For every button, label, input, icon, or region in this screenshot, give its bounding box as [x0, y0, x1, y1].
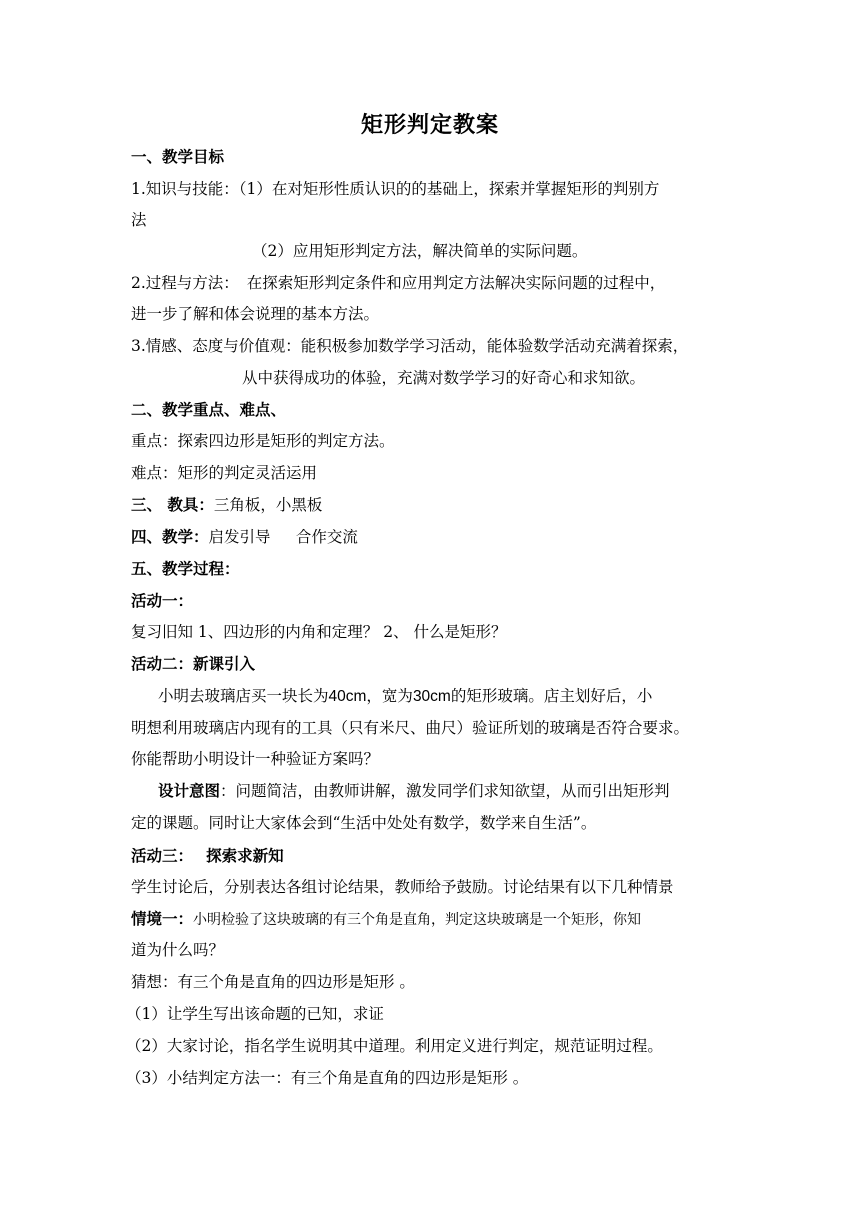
section-4-line — [131, 526, 731, 548]
objective-1-line-1 — [131, 178, 731, 200]
activity-3-heading: 活动三： 探索求新知 — [131, 846, 284, 865]
section-3-heading: 三、 教具： — [131, 495, 214, 514]
activity-2-para-line-2: 明想利用玻璃店内现有的工具（只有米尺、曲尺）验证所划的玻璃是否符合要求。 — [131, 719, 690, 737]
conjecture: 猜想：有三个角是直角的四边形是矩形 。 — [131, 973, 415, 991]
scenario-1-label: 情境一： — [131, 909, 194, 928]
activity-2-text-a: 小明去玻璃店买一块长为 — [158, 687, 329, 705]
scenario-1-text: 小明检验了这块玻璃的有三个角是直角，判定这块玻璃是一个矩形，你知 — [193, 912, 642, 928]
design-intent-text: ：问题简洁，由教师讲解，激发同学们求知欲望，从而引出矩形判 — [220, 782, 670, 800]
activity-2-para-line-3: 你能帮助小明设计一种验证方案吗？ — [131, 750, 380, 768]
objective-3-text: 能积极参加数学学习活动，能体验数学活动充满着探索， — [300, 337, 689, 355]
objective-2-line-1 — [131, 272, 731, 294]
glass-width: 30cm — [412, 688, 451, 705]
activity-2-text-b: ，宽为 — [366, 687, 413, 705]
activity-2-para-line-1 — [158, 685, 758, 708]
section-2-heading: 二、教学重点、难点、 — [131, 400, 287, 419]
objective-2-label: 2.过程与方法： — [131, 274, 239, 292]
objective-2-text: 在探索矩形判定条件和应用判定方法解决实际问题的过程中， — [246, 274, 666, 292]
design-intent-label: 设计意图 — [158, 781, 221, 800]
step-2: （2）大家讨论，指名学生说明其中道理。利用定义进行判定，规范证明过程。 — [126, 1037, 663, 1055]
activity-2-text-c: 的矩形玻璃。店主划好后，小 — [450, 687, 653, 705]
difficulty: 难点：矩形的判定灵活运用 — [131, 464, 318, 482]
scenario-1-line-1 — [131, 908, 731, 931]
objective-3-label: 3.情感、态度与价值观： — [131, 337, 301, 355]
section-1-heading: 一、教学目标 — [131, 147, 225, 166]
section-3-line — [131, 494, 731, 516]
objective-3-line-1 — [131, 335, 731, 357]
objective-3-line-2: 从中获得成功的体验，充满对数学学习的好奇心和求知欲。 — [242, 369, 646, 387]
step-1: （1）让学生写出该命题的已知，求证 — [126, 1005, 384, 1023]
activity-3-para: 学生讨论后，分别表达各组讨论结果，教师给予鼓励。讨论结果有以下几种情景 — [131, 878, 674, 896]
design-intent-line-1 — [158, 780, 758, 802]
activity-2-heading: 活动二：新课引入 — [131, 654, 256, 673]
objective-2-line-2: 进一步了解和体会说理的基本方法。 — [131, 305, 380, 323]
section-5-heading: 五、教学过程： — [131, 559, 240, 578]
step-3: （3）小结判定方法一：有三个角是直角的四边形是矩形 。 — [126, 1069, 529, 1087]
scenario-1-line-2: 道为什么吗？ — [131, 941, 225, 959]
glass-length: 40cm — [328, 688, 367, 705]
teaching-aids: 三角板，小黑板 — [213, 496, 323, 514]
objective-1-line-2: 法 — [131, 211, 147, 229]
activity-1-heading: 活动一： — [131, 591, 194, 610]
objective-1-text: （1）在对矩形性质认识的的基础上，探索并掌握矩形的判别方 — [238, 180, 660, 198]
document-title: 矩形判定教案 — [360, 112, 499, 138]
activity-1-text: 复习旧知 1、四边形的内角和定理？ 2、 什么是矩形？ — [131, 623, 507, 641]
objective-1-label: 1.知识与技能： — [131, 180, 239, 198]
key-point: 重点：探索四边形是矩形的判定方法。 — [131, 432, 395, 450]
teaching-methods: 启发引导 合作交流 — [208, 528, 358, 546]
design-intent-line-2: 定的课题。同时让大家体会到“生活中处处有数学，数学来自生活”。 — [131, 814, 597, 832]
objective-1-sub-2: （2）应用矩形判定方法，解决简单的实际问题。 — [252, 242, 588, 260]
section-4-heading: 四、教学： — [131, 527, 209, 546]
